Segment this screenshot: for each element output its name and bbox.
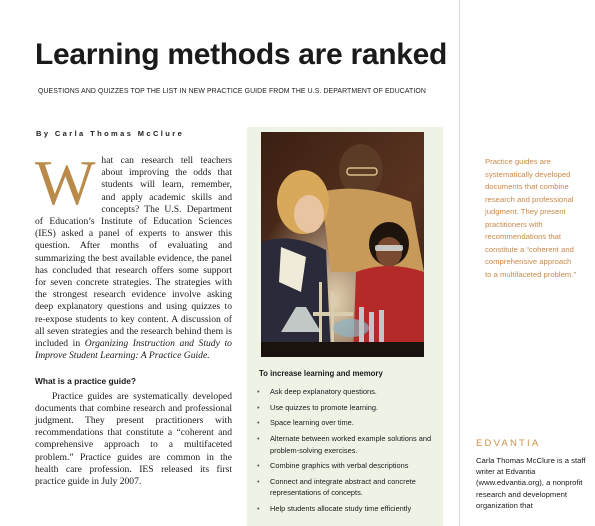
bullet-icon: • bbox=[257, 387, 260, 396]
list-item bbox=[257, 503, 442, 515]
bullet-icon: • bbox=[257, 476, 260, 486]
sidebar-title: To increase learning and memory bbox=[259, 369, 383, 378]
intro-paragraph bbox=[35, 147, 232, 362]
list-item-label: Use quizzes to promote learning. bbox=[270, 402, 379, 412]
list-item-label: Ask deep explanatory questions. bbox=[270, 387, 377, 396]
bullet-icon: • bbox=[257, 504, 260, 514]
author-bio: Carla Thomas McClure is a staff writer at Edvantia (www.edvantia.org), a nonprofit research and development organization that bbox=[476, 456, 586, 510]
list-item bbox=[257, 386, 442, 398]
bullet-icon: • bbox=[257, 418, 260, 428]
list-item-label: Help students allocate study time efficiently bbox=[270, 504, 412, 514]
list-item bbox=[257, 460, 442, 472]
list-item-label: Combine graphics with verbal descriptions bbox=[270, 461, 409, 471]
drop-cap: W bbox=[35, 147, 96, 218]
list-item-label: Alternate between worked example solutions and problem-solving exercises. bbox=[270, 434, 432, 455]
section-heading: What is a practice guide? bbox=[35, 376, 136, 387]
article-body bbox=[35, 147, 232, 488]
bullet-icon: • bbox=[257, 434, 260, 444]
edvantia-logo: EDVANTIA bbox=[476, 438, 541, 449]
bullet-icon: • bbox=[257, 402, 260, 412]
list-item bbox=[257, 402, 442, 414]
classroom-photo bbox=[261, 132, 424, 357]
pull-quote: Practice guides are systematically developed documents that combine research and professional judgment. They present practitioners with recommendations that constitute a “coherent and comprehensive approach to a multifaceted problem.” bbox=[485, 157, 577, 279]
list-item-label: Connect and integrate abstract and concrete representations of concepts. bbox=[270, 476, 416, 498]
body-paragraph: Practice guides are systematically developed documents that combine research and professional judgment. They present practitioners with recommendations that constitute a “coherent and comprehensive approach to a multifaceted problem.” Practice guides are common in the health care profession. IES released its first practice guide in July 2007. bbox=[35, 390, 232, 488]
article-title: Learning methods are ranked bbox=[35, 38, 448, 71]
intro-text: hat can research tell teachers about improving the odds that students will learn, remember, and apply academic skills and concepts? The U.S. Department of Education’s Institute of Education Sciences (IES) asked a panel of experts to answer this question. After months of evaluating and summarizing the best available evidence, the panel has concluded that research offers some support for seven concrete strategies. The strategies with the strongest research evidence involve asking deep explanatory questions and using quizzes to re-expose students to key content. A discussion of all seven strategies and the research behind them is included in bbox=[35, 155, 232, 350]
column-divider bbox=[459, 0, 460, 526]
guide-title: Organizing Instruction and Study to Improve Student Learning: A Practice Guide. bbox=[35, 338, 232, 362]
article-subtitle: QUESTIONS AND QUIZZES TOP THE LIST IN NEW PRACTICE GUIDE FROM THE U.S. DEPARTMENT OF EDUCATION bbox=[38, 88, 426, 95]
bullet-icon: • bbox=[257, 461, 260, 471]
list-item-label: Space learning over time. bbox=[270, 418, 354, 428]
list-item bbox=[257, 417, 442, 429]
tips-list bbox=[257, 386, 442, 519]
byline: By Carla Thomas McClure bbox=[36, 129, 185, 138]
list-item bbox=[257, 476, 442, 499]
list-item bbox=[257, 433, 442, 456]
